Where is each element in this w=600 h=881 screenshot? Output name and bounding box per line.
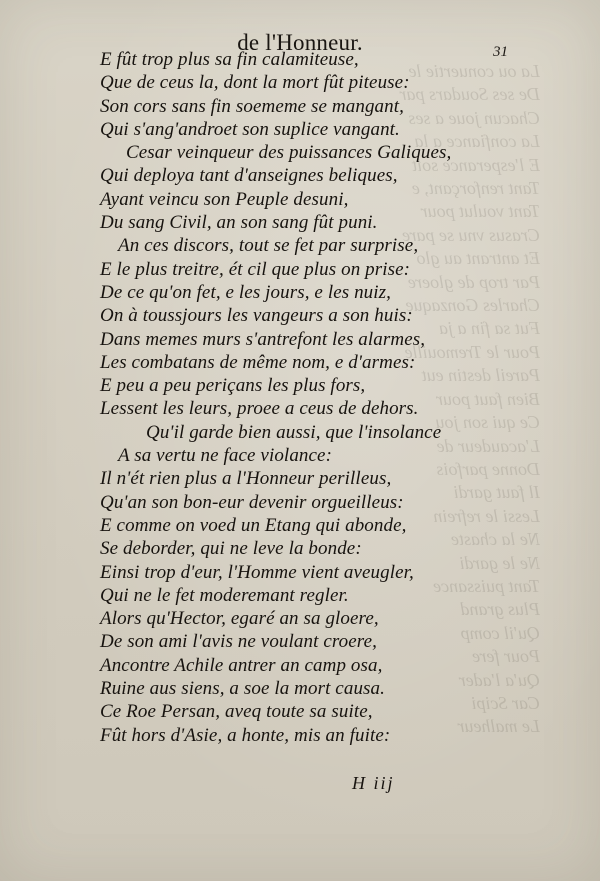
verse-line: Ruine aus siens, a soe la mort causa.: [100, 678, 385, 700]
verse-line: Se deborder, qui ne leve la bonde:: [100, 538, 362, 560]
verse-line: Qui deploya tant d'anseignes beliques,: [100, 165, 398, 187]
verse-line: Qui s'ang'androet son suplice vangant.: [100, 118, 400, 140]
verse-line: Qu'il garde bien aussi, que l'insolance: [146, 421, 442, 443]
verse-line: E peu a peu periçans les plus fors,: [100, 375, 366, 397]
verse-line: Les combatans de même nom, e d'armes:: [100, 351, 416, 373]
verse-line: Que de ceus la, dont la mort fût piteuse:: [100, 72, 410, 94]
signature-mark: H iij: [352, 773, 395, 793]
verse-line: E fût trop plus sa fin calamiteuse,: [100, 49, 359, 70]
show-through-text: La ou conuertie le De ses Soudars par Chacun joue a ses La confiance a la E l'esperance soit Tant renforçant, e Tant voulut pour Crasus vnu se pare Et antrant au glo Par trop de gloere Charles Gonzaque Fut sa fin a ja Pour le Tremouille Pareil destin eut Bien faut pour Ce qui son jou L'acaudeur de Donne parfois Il faut gardi Lessi le refrein Ne la chaste Ne le gardi Tant puissance Plus grand Qu'il comp Pour fere Qu'a l'ader Car Scipi Le malheur: [399, 61, 540, 737]
verse-line: Einsi trop d'eur, l'Homme vient aveugler,: [100, 561, 414, 583]
verse-line: Cesar veinqueur des puissances Galiques,: [126, 142, 452, 164]
verse-line: Qu'an son bon-eur devenir orgueilleus:: [100, 491, 404, 513]
verse-line: E comme on voed un Etang qui abonde,: [100, 514, 407, 536]
verse-line: Fût hors d'Asie, a honte, mis an fuite:: [100, 724, 391, 746]
verse-line: Alors qu'Hector, egaré an sa gloere,: [100, 608, 379, 630]
verse-line: On à toussjours les vangeurs a son huis:: [100, 305, 413, 327]
verse-line: Il n'ét rien plus a l'Honneur perilleus,: [100, 468, 392, 490]
verse-block: [100, 48, 452, 747]
running-head: de l'Honneur.: [237, 30, 363, 55]
verse-line: E le plus treitre, ét cil que plus on prise:: [100, 258, 411, 280]
verse-line: Lessent les leurs, proee a ceus de dehors.: [100, 398, 419, 420]
verse-line: Ce Roe Persan, aveq toute sa suite,: [100, 701, 373, 723]
verse-line: Son cors sans fin soememe se mangant,: [100, 95, 404, 117]
verse-line: Qui ne le fet moderemant regler.: [100, 584, 349, 606]
page-number: 31: [493, 44, 508, 60]
verse-line: Ayant veincu son Peuple desuni,: [100, 188, 349, 210]
verse-line: De ce qu'on fet, e les jours, e les nuiz,: [100, 281, 391, 303]
verse-line: An ces discors, tout se fet par surprise,: [118, 235, 419, 257]
verse-line: Du sang Civil, an son sang fût puni.: [100, 212, 378, 234]
verse-line: Ancontre Achile antrer an camp osa,: [100, 654, 383, 676]
verse-line: Dans memes murs s'antrefont les alarmes,: [100, 328, 426, 350]
verse-line: A sa vertu ne face violance:: [118, 445, 333, 467]
verse-line: De son ami l'avis ne voulant croere,: [100, 631, 377, 653]
